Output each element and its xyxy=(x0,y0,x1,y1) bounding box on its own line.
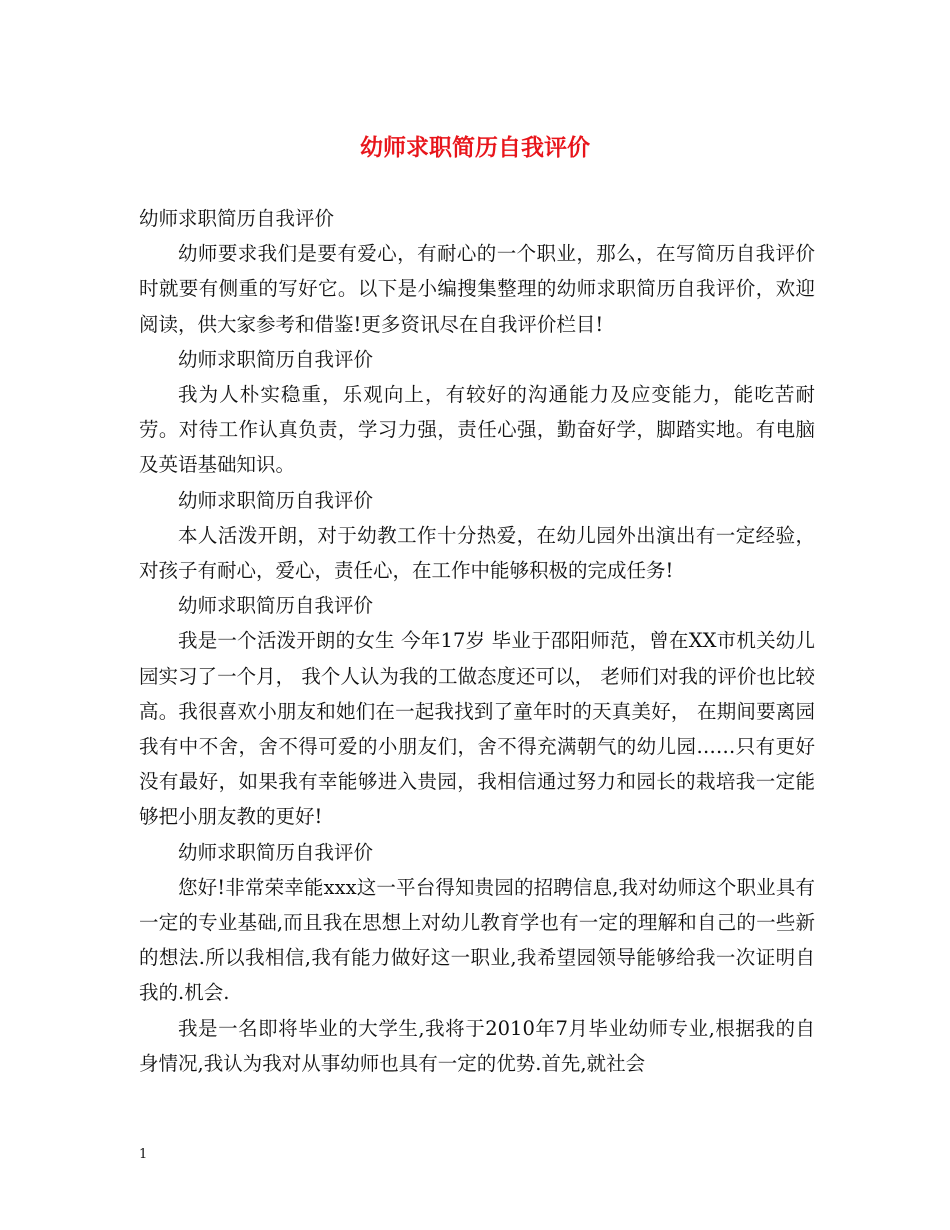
body-paragraph: 您好!非常荣幸能xxx这一平台得知贵园的招聘信息,我对幼师这个职业具有一定的专业基础,而且我在思想上对幼儿教育学也有一定的理解和自己的一些新的想法.所以我相信,我有能力做好这一职业,我希望园领导能够给我一次证明自我的.机会. xyxy=(139,875,815,1005)
body-paragraph: 幼师求职简历自我评价 xyxy=(178,594,374,618)
page-number: 1 xyxy=(139,1147,148,1162)
body-paragraph: 幼师求职简历自我评价 xyxy=(178,488,374,512)
body-paragraph: 幼师要求我们是要有爱心，有耐心的一个职业，那么，在写简历自我评价时就要有侧重的写好它。以下是小编搜集整理的幼师求职简历自我评价，欢迎阅读，供大家参考和借鉴!更多资讯尽在自我评价栏目! xyxy=(139,242,815,336)
body-paragraph: 幼师求职简历自我评价 xyxy=(178,347,374,371)
body-paragraph: 幼师求职简历自我评价 xyxy=(178,840,374,864)
body-paragraph: 我是一名即将毕业的大学生,我将于2010年7月毕业幼师专业,根据我的自身情况,我认为我对从事幼师也具有一定的优势.首先,就社会 xyxy=(139,1016,815,1075)
body-paragraph: 我为人朴实稳重，乐观向上，有较好的沟通能力及应变能力，能吃苦耐劳。对待工作认真负责，学习力强，责任心强，勤奋好学，脚踏实地。有电脑及英语基础知识。 xyxy=(139,383,815,477)
document-body xyxy=(139,201,815,1081)
section-heading: 幼师求职简历自我评价 xyxy=(139,207,335,230)
document-title: 幼师求职简历自我评价 xyxy=(360,134,590,161)
body-paragraph: 我是一个活泼开朗的女生 今年17岁 毕业于邵阳师范，曾在XX市机关幼儿园实习了一个月， 我个人认为我的工做态度还可以， 老师们对我的评价也比较高。我很喜欢小朋友和她们在一起我找到了童年时的天真美好， 在期间要离园我有中不舍，舍不得可爱的小朋友们，舍不得充满朝气的幼儿园……只有更好没有最好，如果我有幸能够进入贵园，我相信通过努力和园长的栽培我一定能够把小朋友教的更好! xyxy=(139,629,815,829)
body-paragraph: 本人活泼开朗，对于幼教工作十分热爱，在幼儿园外出演出有一定经验，对孩子有耐心，爱心，责任心，在工作中能够积极的完成任务! xyxy=(139,523,815,583)
